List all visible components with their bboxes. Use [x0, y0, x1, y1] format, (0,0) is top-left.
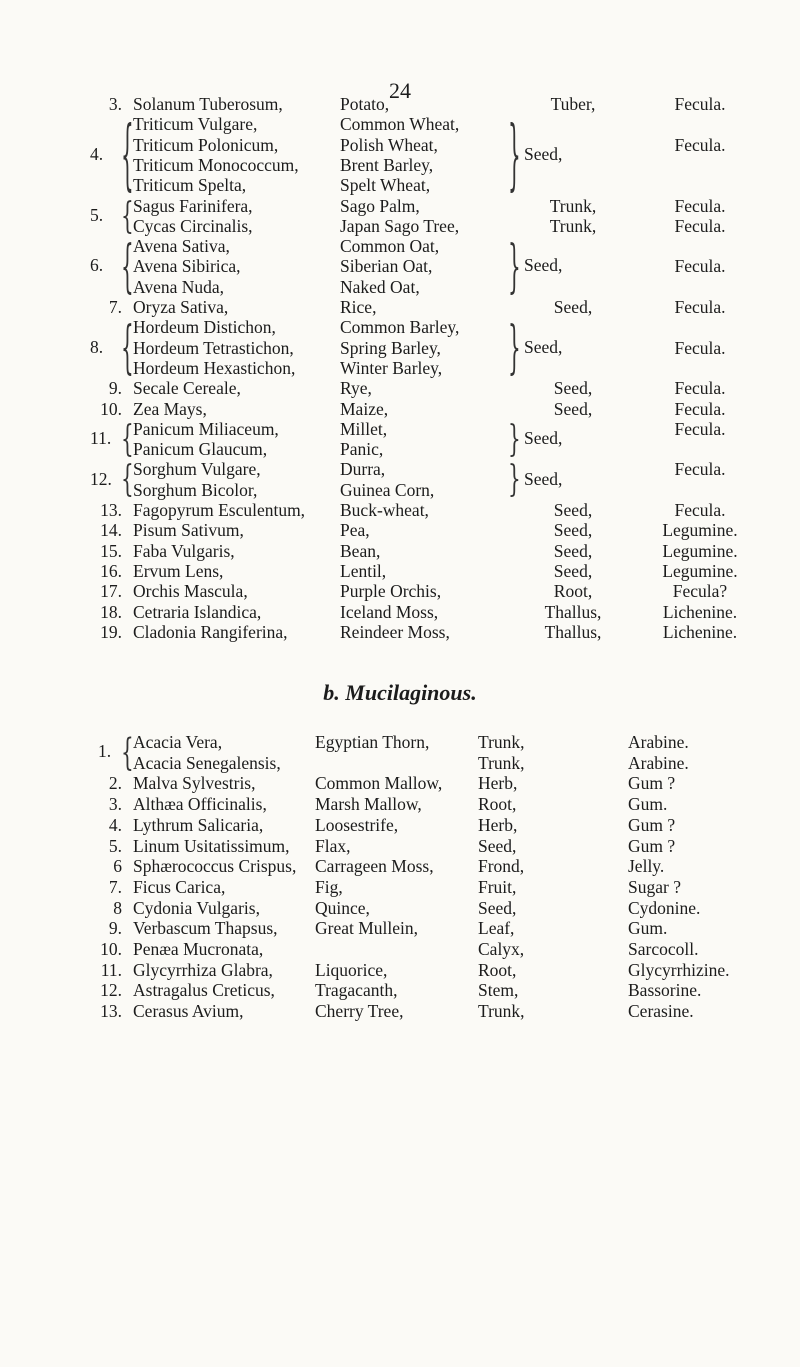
table-row: [0, 876, 800, 898]
cell-common: Common Oat,: [340, 236, 440, 257]
cell-common: Naked Oat,: [340, 276, 420, 297]
cell-common: Millet,: [340, 418, 388, 439]
cell-num: 7.: [108, 876, 122, 897]
cell-principle: Legumine.: [662, 520, 738, 541]
group-number: 12.: [90, 468, 112, 489]
cell-num: 11.: [100, 959, 122, 980]
cell-principle: Lichenine.: [662, 621, 738, 642]
cell-latin: Cycas Circinalis,: [133, 215, 253, 236]
cell-latin: Fagopyrum Esculentum,: [133, 500, 306, 520]
cell-principle: Legumine.: [662, 540, 738, 561]
cell-common: Japan Sago Tree,: [340, 215, 460, 236]
table-row: [0, 499, 800, 521]
cell-part: Fruit,: [478, 876, 517, 897]
table-row: [0, 731, 800, 753]
cell-part: Calyx,: [478, 939, 525, 959]
left-brace-icon: {: [121, 231, 134, 300]
table-row: [0, 215, 800, 237]
cell-part: Seed,: [553, 560, 593, 581]
cell-common: Brent Barley,: [340, 154, 434, 175]
cell-num: 2.: [108, 773, 122, 794]
cell-latin: Malva Sylvestris,: [133, 773, 256, 794]
cell-part: Stem,: [478, 980, 519, 1001]
cell-common: Winter Barley,: [340, 357, 443, 378]
table-row: [0, 560, 800, 582]
cell-principle: Gum ?: [628, 773, 676, 794]
cell-num: 15.: [100, 540, 122, 561]
cell-common: Durra,: [340, 459, 386, 480]
cell-common: Common Barley,: [340, 317, 460, 338]
cell-num: 12.: [100, 980, 122, 1001]
cell-latin: Sagus Farinifera,: [133, 195, 253, 216]
cell-common: Loosestrife,: [315, 814, 399, 835]
table-row: [0, 357, 800, 379]
table-row: [0, 235, 800, 257]
cell-common: Polish Wheat,: [340, 134, 438, 155]
table-row: [0, 752, 800, 774]
left-brace-icon: {: [121, 456, 134, 501]
cell-principle: Fecula.: [674, 418, 726, 439]
cell-num: 5.: [108, 835, 122, 856]
cell-part: Thallus,: [544, 601, 602, 622]
cell-latin: Panicum Glaucum,: [133, 439, 268, 460]
cell-part: Herb,: [478, 814, 518, 835]
cell-common: Rice,: [340, 297, 377, 317]
table-row: [0, 398, 800, 420]
cell-principle: Fecula.: [674, 256, 726, 277]
cell-common: Potato,: [340, 94, 390, 114]
group-seed-label: Seed,: [524, 336, 563, 357]
group-seed-label: Seed,: [524, 468, 563, 489]
cell-part: Herb,: [478, 773, 518, 794]
table-row: [0, 938, 800, 960]
cell-part: Trunk,: [549, 215, 597, 236]
cell-num: 13.: [100, 1001, 122, 1022]
cell-part: Seed,: [553, 297, 593, 317]
cell-latin: Ficus Carica,: [133, 876, 226, 897]
cell-principle: Lichenine.: [662, 601, 738, 622]
cell-common: Carrageen Moss,: [315, 856, 434, 877]
cell-common: Great Mullein,: [315, 918, 419, 939]
cell-principle: Gum ?: [628, 814, 676, 835]
table-row: [0, 1000, 800, 1022]
cell-principle: Legumine.: [662, 560, 738, 581]
cell-latin: Cydonia Vulgaris,: [133, 897, 260, 918]
left-brace-icon: {: [121, 107, 134, 201]
cell-latin: Triticum Spelta,: [133, 175, 247, 196]
group-seed-label: Seed,: [524, 255, 563, 276]
cell-common: Cherry Tree,: [315, 1001, 404, 1022]
left-brace-icon: {: [121, 312, 134, 381]
cell-latin: Hordeum Distichon,: [133, 317, 276, 338]
cell-principle: Jelly.: [628, 856, 665, 877]
cell-common: Common Mallow,: [315, 773, 443, 794]
table-row: [0, 316, 800, 338]
cell-part: Seed,: [553, 398, 593, 419]
cell-part: Trunk,: [478, 732, 525, 752]
cell-common: Pea,: [340, 520, 370, 541]
cell-num: 8: [113, 897, 122, 918]
cell-common: Maize,: [340, 398, 389, 419]
table-row: [0, 519, 800, 541]
cell-latin: Zea Mays,: [133, 398, 207, 419]
cell-part: Trunk,: [478, 752, 525, 773]
table-row: [0, 174, 800, 196]
cell-latin: Verbascum Thapsus,: [133, 918, 278, 939]
cell-latin: Cetraria Islandica,: [133, 601, 262, 622]
cell-latin: Faba Vulgaris,: [133, 540, 235, 561]
table-row: [0, 917, 800, 939]
cell-part: Thallus,: [544, 621, 602, 642]
section-title-mucilaginous: b. Mucilaginous.: [323, 680, 477, 705]
cell-latin: Acacia Vera,: [133, 732, 223, 752]
cell-latin: Solanum Tuberosum,: [133, 94, 283, 114]
cell-latin: Oryza Sativa,: [133, 297, 229, 317]
right-brace-icon: }: [508, 456, 521, 501]
cell-common: Common Wheat,: [340, 114, 460, 135]
cell-part: Frond,: [478, 856, 525, 877]
cell-latin: Cladonia Rangiferina,: [133, 621, 288, 642]
right-brace-icon: }: [508, 312, 521, 381]
table-row: [0, 134, 800, 156]
group-number: 5.: [90, 204, 104, 225]
table-row: [0, 296, 800, 318]
cell-principle: Fecula.: [674, 297, 726, 317]
cell-part: Trunk,: [478, 1001, 525, 1022]
cell-part: Seed,: [553, 378, 593, 399]
cell-num: 3.: [108, 94, 122, 114]
cell-common: Buck-wheat,: [340, 500, 429, 520]
table-row: [0, 458, 800, 480]
cell-latin: Hordeum Tetrastichon,: [133, 337, 294, 358]
cell-part: Seed,: [478, 835, 517, 856]
table-row: [0, 93, 800, 115]
table-row: [0, 438, 800, 460]
cell-principle: Arabine.: [628, 732, 689, 752]
cell-latin: Hordeum Hexastichon,: [133, 357, 296, 378]
cell-num: 9.: [108, 918, 122, 939]
cell-principle: Fecula.: [674, 134, 726, 155]
table-row: [0, 772, 800, 794]
cell-num: 9.: [108, 378, 122, 399]
table-row: [0, 897, 800, 919]
cell-latin: Avena Nuda,: [133, 276, 225, 297]
cell-principle: Fecula.: [674, 500, 726, 520]
cell-num: 19.: [100, 621, 122, 642]
cell-latin: Sorghum Bicolor,: [133, 479, 258, 500]
table-row: [0, 621, 800, 643]
cell-part: Leaf,: [478, 918, 515, 939]
cell-principle: Arabine.: [628, 752, 689, 773]
cell-part: Seed,: [553, 520, 593, 541]
table-row: [0, 276, 800, 298]
cell-part: Seed,: [553, 500, 593, 520]
cell-num: 14.: [100, 520, 122, 541]
group-seed-label: Seed,: [524, 427, 563, 448]
cell-part: Root,: [478, 794, 517, 815]
cell-latin: Triticum Monococcum,: [133, 154, 299, 175]
cell-principle: Gum.: [628, 918, 668, 939]
cell-latin: Cerasus Avium,: [133, 1001, 244, 1022]
group-number: 8.: [90, 336, 104, 357]
table-row: [0, 601, 800, 623]
cell-latin: Secale Cereale,: [133, 378, 241, 399]
cell-common: Reindeer Moss,: [340, 621, 450, 642]
group-number: 6.: [90, 255, 104, 276]
cell-common: Panic,: [340, 439, 384, 460]
cell-part: Trunk,: [549, 195, 597, 216]
cell-common: Lentil,: [340, 560, 387, 581]
cell-principle: Fecula.: [674, 337, 726, 358]
group-seed-label: Seed,: [524, 143, 563, 164]
cell-num: 13.: [100, 500, 122, 520]
cell-principle: Fecula.: [674, 378, 726, 399]
left-brace-icon: {: [121, 416, 134, 461]
table-row: [0, 154, 800, 176]
cell-principle: Sarcocoll.: [628, 939, 699, 959]
cell-common: Quince,: [315, 897, 370, 918]
cell-principle: Fecula?: [672, 581, 728, 602]
cell-num: 16.: [100, 560, 122, 581]
cell-part: Tuber,: [550, 94, 596, 114]
cell-principle: Bassorine.: [628, 980, 702, 1001]
cell-latin: Avena Sibirica,: [133, 256, 241, 277]
cell-common: Purple Orchis,: [340, 581, 442, 602]
left-brace-icon: {: [121, 192, 134, 237]
cell-num: 7.: [108, 297, 122, 317]
table-row: [0, 337, 800, 359]
right-brace-icon: }: [508, 107, 521, 201]
table-row: [0, 418, 800, 440]
table-row: [0, 979, 800, 1001]
page-number: 24: [389, 78, 411, 103]
cell-latin: Glycyrrhiza Glabra,: [133, 959, 273, 980]
cell-common: Spelt Wheat,: [340, 175, 431, 196]
cell-principle: Fecula.: [674, 459, 726, 480]
right-brace-icon: }: [508, 231, 521, 300]
cell-common: Marsh Mallow,: [315, 794, 422, 815]
cell-latin: Althæa Officinalis,: [133, 794, 267, 815]
cell-common: Bean,: [340, 540, 381, 561]
cell-principle: Gum ?: [628, 835, 676, 856]
cell-common: Sago Palm,: [340, 195, 420, 216]
cell-num: 10.: [100, 398, 122, 419]
cell-latin: Sphærococcus Crispus,: [133, 856, 297, 877]
cell-principle: Cerasine.: [628, 1001, 694, 1022]
table-row: [0, 580, 800, 602]
cell-latin: Astragalus Creticus,: [133, 980, 275, 1001]
cell-part: Seed,: [478, 897, 517, 918]
cell-num: 17.: [100, 581, 122, 602]
cell-latin: Linum Usitatissimum,: [133, 835, 290, 856]
group-number: 4.: [90, 143, 104, 164]
cell-latin: Ervum Lens,: [133, 560, 224, 581]
cell-part: Seed,: [553, 540, 593, 561]
cell-latin: Penæa Mucronata,: [133, 939, 264, 959]
cell-common: Tragacanth,: [315, 980, 398, 1001]
table-row: [0, 255, 800, 277]
table-row: [0, 479, 800, 501]
table-row: [0, 377, 800, 399]
cell-latin: Triticum Vulgare,: [133, 114, 258, 135]
cell-latin: Avena Sativa,: [133, 236, 230, 257]
cell-num: 6: [113, 856, 122, 877]
cell-part: Root,: [478, 959, 517, 980]
cell-principle: Sugar ?: [628, 876, 681, 897]
cell-common: Flax,: [315, 835, 351, 856]
cell-common: Spring Barley,: [340, 337, 441, 358]
cell-principle: Gum.: [628, 794, 668, 815]
cell-num: 18.: [100, 601, 122, 622]
table-row: [0, 814, 800, 836]
cell-num: 10.: [100, 939, 122, 959]
table-row: [0, 835, 800, 857]
table-row: [0, 959, 800, 981]
table-row: [0, 855, 800, 877]
table-row: [0, 793, 800, 815]
cell-latin: Orchis Mascula,: [133, 581, 248, 602]
right-brace-icon: }: [508, 416, 521, 461]
cell-principle: Cydonine.: [628, 897, 701, 918]
cell-common: Guinea Corn,: [340, 479, 435, 500]
cell-latin: Triticum Polonicum,: [133, 134, 279, 155]
cell-principle: Fecula.: [674, 398, 726, 419]
cell-common: Fig,: [315, 876, 343, 897]
table-row: [0, 195, 800, 217]
left-brace-icon: {: [121, 729, 134, 775]
table-row: [0, 113, 800, 135]
cell-part: Root,: [553, 581, 593, 602]
cell-common: Siberian Oat,: [340, 256, 433, 277]
cell-latin: Panicum Miliaceum,: [133, 418, 279, 439]
cell-common: Iceland Moss,: [340, 601, 439, 622]
cell-latin: Acacia Senegalensis,: [133, 752, 281, 773]
cell-principle: Glycyrrhizine.: [628, 959, 730, 980]
cell-common: Rye,: [340, 378, 372, 399]
cell-common: Egyptian Thorn,: [315, 732, 430, 752]
cell-latin: Sorghum Vulgare,: [133, 459, 261, 480]
cell-num: 4.: [108, 814, 122, 835]
cell-principle: Fecula.: [674, 195, 726, 216]
cell-latin: Lythrum Salicaria,: [133, 814, 264, 835]
table-row: [0, 540, 800, 562]
cell-common: Liquorice,: [315, 959, 388, 980]
group-number: 1.: [98, 741, 112, 762]
cell-num: 3.: [108, 794, 122, 815]
cell-principle: Fecula.: [674, 94, 726, 114]
cell-principle: Fecula.: [674, 215, 726, 236]
cell-latin: Pisum Sativum,: [133, 520, 244, 541]
group-number: 11.: [90, 427, 112, 448]
